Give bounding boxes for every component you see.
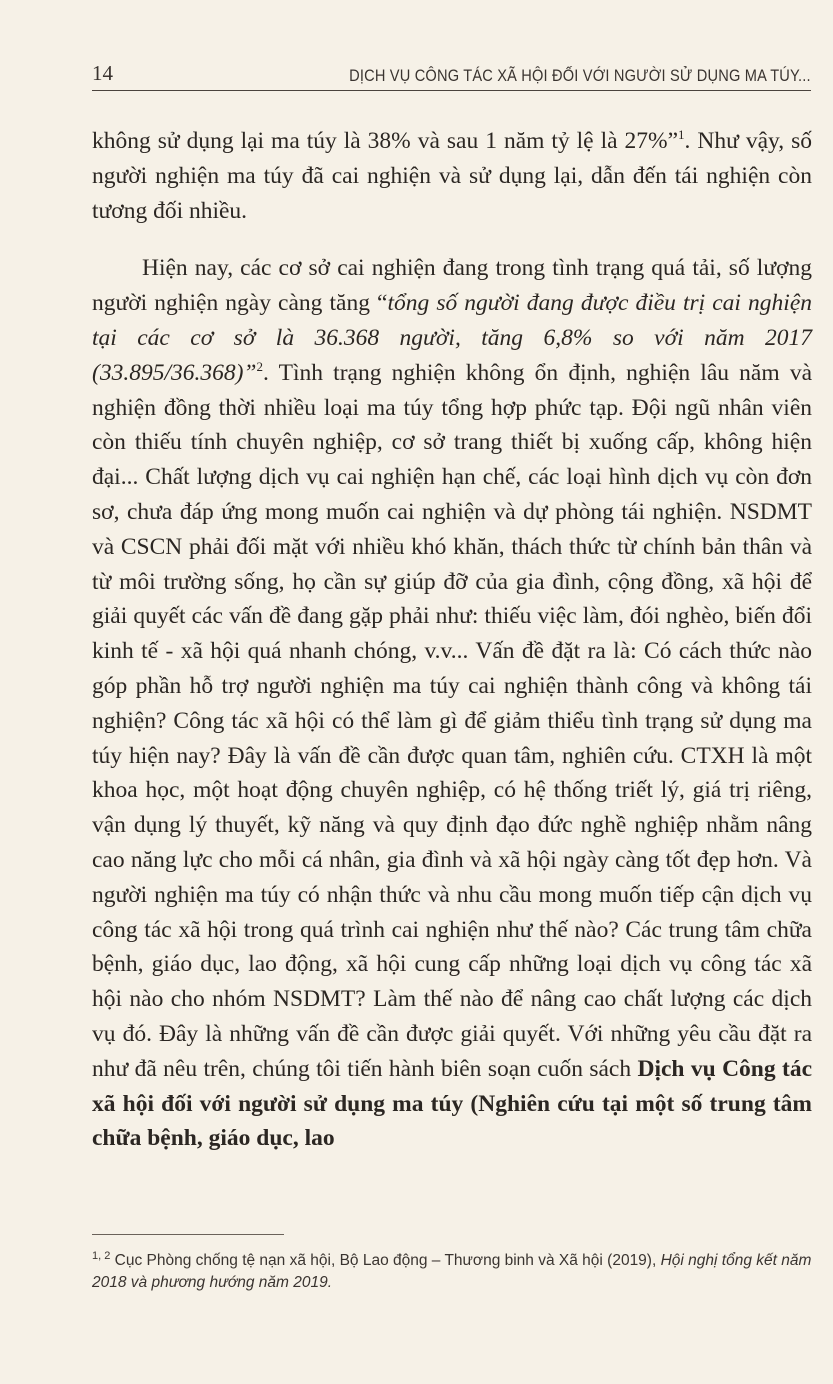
paragraph-2-text-b: . Tình trạng nghiện không ổn định, nghiện lâu năm và nghiện đồng thời nhiều loại ma túy tổng hợp phức tạp. Đội ngũ nhân viên còn thiếu tính chuyên nghiệp, cơ sở trang thiết bị xuống cấp, không hiện đại... Chất lượng dịch vụ cai nghiện hạn chế, các loại hình dịch vụ còn đơn sơ, chưa đáp ứng mong muốn cai nghiện và dự phòng tái nghiện. NSDMT và CSCN phải đối mặt với nhiều khó khăn, thách thức từ chính bản thân và từ môi trường sống, họ cần sự giúp đỡ của gia đình, cộng đồng, xã hội để giải quyết các vấn đề đang gặp phải như: thiếu việc làm, đói nghèo, biến đổi kinh tế - xã hội quá nhanh chóng, v.v... Vấn đề đặt ra là: Có cách thức nào góp phần hỗ trợ người nghiện ma túy cai nghiện thành công và không tái nghiện? Công tác xã hội có thể làm gì để giảm thiểu tình trạng sử dụng ma túy hiện nay? Đây là vấn đề cần được quan tâm, nghiên cứu. CTXH là một khoa học, một hoạt động chuyên nghiệp, có hệ thống triết lý, giá trị riêng, vận dụng lý thuyết, kỹ năng và quy định đạo đức nghề nghiệp nhằm nâng cao năng lực cho mỗi cá nhân, gia đình và xã hội ngày càng tốt đẹp hơn. Và người nghiện ma túy có nhận thức và nhu cầu mong muốn tiếp cận dịch vụ công tác xã hội trong quá trình cai nghiện như thế nào? Các trung tâm chữa bệnh, giáo dục, lao động, xã hội cung cấp những loại dịch vụ công tác xã hội nào cho nhóm NSDMT? Làm thế nào để nâng cao chất lượng các dịch vụ đó. Đây là những vấn đề cần được giải quyết. Với những yêu cầu đặt ra như đã nêu trên, chúng tôi tiến hành biên soạn cuốn sách bbox=[92, 359, 812, 1082]
statistics-quote: tổng số người đang được điều trị cai nghiện tại các cơ sở là 36.368 người, tăng 6,8% so với năm 2017 (33.895/36.368)” bbox=[92, 290, 812, 386]
footnote-ref-2: 2 bbox=[256, 358, 263, 374]
footnote-italic-title: Hội nghị tổng kết năm 2018 và phương hướng năm 2019. bbox=[92, 1252, 812, 1291]
footnote-marks: 1, 2 bbox=[92, 1249, 111, 1262]
footnote-text: Cục Phòng chống tệ nạn xã hội, Bộ Lao động – Thương binh và Xã hội (2019), bbox=[110, 1252, 661, 1269]
paragraph-2-text-a: Hiện nay, các cơ sở cai nghiện đang trong tình trạng quá tải, số lượng người nghiện ngày càng tăng “ bbox=[92, 255, 812, 317]
footnote-divider bbox=[92, 1234, 284, 1235]
page-header bbox=[92, 52, 811, 86]
paragraph-1 bbox=[92, 124, 812, 228]
header-divider bbox=[92, 90, 811, 91]
body-text bbox=[92, 124, 812, 1156]
running-title: DỊCH VỤ CÔNG TÁC XÃ HỘI ĐỐI VỚI NGƯỜI SỬ DỤNG MA TÚY... bbox=[349, 66, 811, 85]
paragraph-1-text-after: . Như vậy, số người nghiện ma túy đã cai nghiện và sử dụng lại, dẫn đến tái nghiện còn tương đối nhiều. bbox=[92, 128, 812, 224]
paragraph-1-text-before: không sử dụng lại ma túy là 38% và sau 1 năm tỷ lệ là 27%” bbox=[92, 128, 679, 154]
page-number: 14 bbox=[92, 61, 113, 85]
book-title: Dịch vụ Công tác xã hội đối với người sử dụng ma túy (Nghiên cứu tại một số trung tâm chữa bệnh, giáo dục, lao bbox=[92, 1055, 812, 1152]
footnote-ref-1: 1 bbox=[678, 127, 685, 143]
paragraph-2 bbox=[92, 251, 812, 1156]
footnote bbox=[92, 1250, 822, 1294]
